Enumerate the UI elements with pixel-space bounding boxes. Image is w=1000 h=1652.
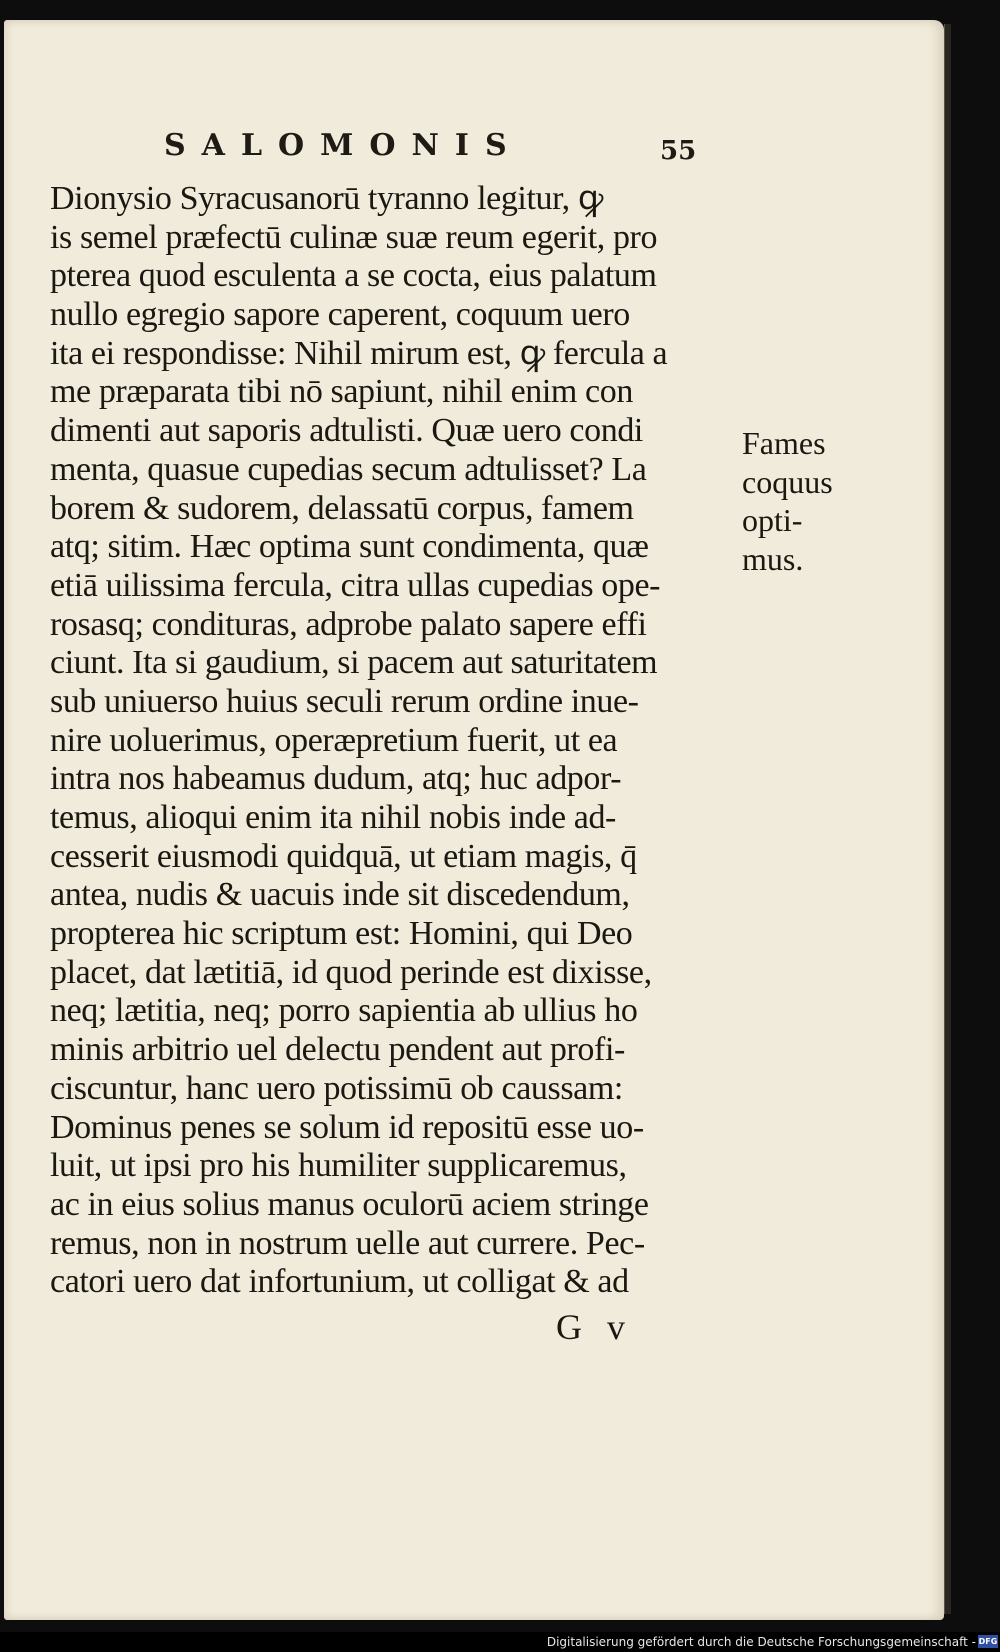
text-line: remus, non in nostrum uelle aut currere. Pec-: [50, 1224, 645, 1262]
text-line: antea, nudis & uacuis inde sit discedendum,: [50, 876, 630, 914]
folio-number: 55: [660, 136, 697, 166]
signature-mark: G v: [556, 1307, 633, 1347]
marginal-note-line: opti-: [742, 502, 803, 538]
text-line: etiā uilissima fercula, citra ullas cupedias ope-: [50, 566, 661, 604]
text-line: dimenti aut saporis adtulisti. Quæ uero condi: [50, 412, 643, 450]
body-text: [50, 180, 740, 1302]
text-line: Dionysio Syracusanorū tyranno legitur, ꝙ: [50, 180, 604, 217]
text-line: pterea quod esculenta a se cocta, eius palatum: [50, 257, 657, 295]
marginal-note: [742, 424, 892, 578]
text-line: borem & sudorem, delassatū corpus, famem: [50, 489, 634, 527]
text-line: sub uniuerso huius seculi rerum ordine inue-: [50, 682, 639, 720]
dfg-logo: DFG: [978, 1637, 998, 1646]
text-line: minis arbitrio uel delectu pendent aut profi-: [50, 1031, 625, 1069]
text-line: is semel præfectū culinæ suæ reum egerit, pro: [50, 218, 658, 256]
text-line: rosasq; condituras, adprobe palato sapere effi: [50, 605, 647, 643]
text-line: catori uero dat infortunium, ut colligat & ad: [50, 1263, 629, 1301]
text-line: nullo egregio sapore caperent, coquum uero: [50, 296, 630, 334]
text-line: cesserit eiusmodi quidquā, ut etiam magis, q̄: [50, 837, 637, 875]
running-head: SALOMONIS: [164, 128, 523, 163]
text-line: luit, ut ipsi pro his humiliter supplicaremus,: [50, 1147, 627, 1185]
marginal-note-line: Fames: [742, 425, 826, 461]
text-line: nire uoluerimus, operæpretium fuerit, ut ea: [50, 721, 618, 759]
text-line: ita ei respondisse: Nihil mirum est, ꝙ fercula a: [50, 334, 668, 372]
text-line: neq; lætitia, neq; porro sapientia ab ullius ho: [50, 992, 638, 1030]
text-line: menta, quasue cupedias secum adtulisset? La: [50, 450, 647, 488]
marginal-note-line: mus.: [742, 540, 804, 577]
text-line: ciunt. Ita si gaudium, si pacem aut saturitatem: [50, 644, 658, 682]
text-line: atq; sitim. Hæc optima sunt condimenta, quæ: [50, 528, 649, 566]
text-line: temus, alioqui enim ita nihil nobis inde ad-: [50, 799, 616, 836]
text-line: me præparata tibi nō sapiunt, nihil enim con: [50, 373, 633, 411]
marginal-note-line: coquus: [742, 463, 833, 500]
footer-credit: Digitalisierung gefördert durch die Deutsche Forschungsgemeinschaft -: [546, 1635, 976, 1649]
page-edge: [944, 24, 951, 1614]
text-line: ac in eius solius manus oculorū aciem stringe: [50, 1185, 649, 1223]
text-line: placet, dat lætitiā, id quod perinde est dixisse,: [50, 953, 652, 991]
text-line: intra nos habeamus dudum, atq; huc adpor-: [50, 760, 622, 798]
text-line: ciscuntur, hanc uero potissimū ob caussam:: [50, 1069, 623, 1107]
text-line: propterea hic scriptum est: Homini, qui Deo: [50, 915, 633, 953]
text-line: Dominus penes se solum id repositū esse uo-: [50, 1108, 644, 1146]
